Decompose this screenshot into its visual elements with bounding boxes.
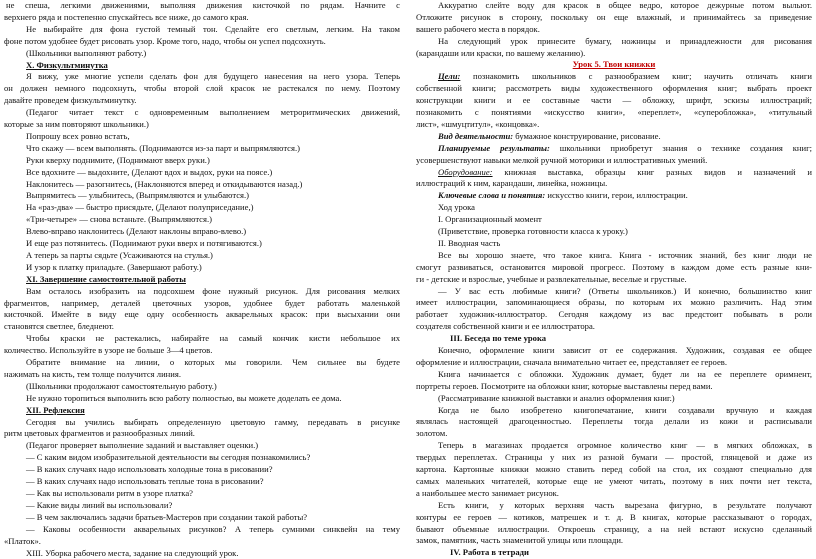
text-line: И узор к платку приладьте. (Завершают работу.) (4, 262, 400, 274)
text-line (416, 167, 812, 179)
text-line: бывают объемные иллюстрации. Откроешь страницу, а на ней встают искусно сделанный (416, 524, 812, 536)
text-line: Все вы хорошо знаете, что такое книга. Книга - источник знаний, без книг люди не (416, 250, 812, 262)
text-line: Что скажу — всем выполнять. (Поднимаются из-за парт и выпрямляются.) (4, 143, 400, 155)
text-line: смогут развиваться, остановится мировой прогресс. Поэтому в каждом доме есть разные кни- (416, 262, 812, 274)
text-line: кисточкой. Имейте в виду еще одну особенность акварельных красок: при высыхании они (4, 309, 400, 321)
text-line: — В каких случаях надо использовать холодные тона в рисовании? (4, 464, 400, 476)
text-line: Попрошу всех ровно встать, (4, 131, 400, 143)
right-column (416, 0, 812, 546)
text-line: становятся светлее, бледнеют. (4, 321, 400, 333)
lead-term: Планируемые результаты: (438, 143, 550, 153)
text-line: контуры ее героев — котиков, матрешек и т. д. В книгах, которые рассказывают о городах, (416, 512, 812, 524)
text-line: (карандаши или краски, по вашему желанию). (416, 48, 812, 60)
text-line: Все вдохните — выдохните, (Делают вдох и выдох, руки на поясе.) (4, 167, 400, 179)
text-line: II. Вводная часть (416, 238, 812, 250)
lead-term: Оборудование: (438, 167, 493, 177)
text-line: На «раз-два» — быстро присядьте, (Делают полуприседание,) (4, 202, 400, 214)
text-line (416, 71, 812, 83)
line-text: школьники приобретут знания о технике создания книг; (550, 143, 812, 153)
text-line: XIII. Уборка рабочего места, задание на следующий урок. (4, 548, 400, 559)
text-line: работает художник-иллюстратор. Сегодня каждому из вас предстоит побывать в роли (416, 309, 812, 321)
text-line: — С каким видом изобразительной деятельности вы сегодня познакомились? (4, 452, 400, 464)
text-line: самых маленьких читателей, которые еще не умеют читать, поэтому в них почти нет текста, (416, 476, 812, 488)
text-line: создателя собственной книги и ее иллюстратора. (416, 321, 812, 333)
text-line: ги - детские и взрослые, учебные и развлекательные, веселые и грустные. (416, 274, 812, 286)
text-line: не спеша, легкими движениями, выполняя движения кисточкой по рядам. Начните с (4, 0, 400, 12)
text-line: «Платок». (4, 536, 400, 548)
text-line: (Рассматривание книжной выставки и анализ оформления книг.) (416, 393, 812, 405)
text-line: (Педагог читает текст с одновременным выполнением метроритмических движений, (4, 107, 400, 119)
text-line: III. Беседа по теме урока (416, 333, 812, 345)
text-line (416, 131, 812, 143)
text-line: Сегодня вы учились выбирать определенную цветовую гамму, передавать в рисунке (4, 417, 400, 429)
text-line: XI. Завершение самостоятельной работы (4, 274, 400, 286)
text-line: I. Организационный момент (416, 214, 812, 226)
text-line: собственной книги; рассмотреть виды художественного оформления книг; выбрать проект (416, 83, 812, 95)
text-line (416, 190, 812, 202)
line-text: бумажное конструирование, рисование. (513, 131, 660, 141)
text-line: иллюстраций к ним, карандаши, линейка, ножницы. (416, 178, 812, 190)
text-line: Вам осталось изобразить на подсохшем фоне нужный рисунок. Для рисования мелких (4, 286, 400, 298)
text-line: X. Физкультминутка (4, 60, 400, 72)
text-line: — В каких случаях надо использовать теплые тона в рисовании? (4, 476, 400, 488)
lead-term: Ключевые слова и понятия: (438, 190, 545, 200)
text-line: замок, памятник, часть знаменитой улицы или площади. (416, 535, 812, 547)
text-line: — Каковы особенности акварельных рисунков? А теперь сумними синквейн на тему (4, 524, 400, 536)
text-line: картона. Картонные книжки можно ставить перед собой на стол, их создают специально для (416, 464, 812, 476)
text-line: — У вас есть любимые книги? (Ответы школьников.) И конечно, большинство книг (416, 286, 812, 298)
line-text: искусство книги, герои, иллюстрации. (545, 190, 688, 200)
left-column (4, 0, 400, 546)
text-line: а наибольшее место занимает рисунок. (416, 488, 812, 500)
text-line: «Три-четыре» — снова встаньте. (Выпрямляются.) (4, 214, 400, 226)
text-line: познакомить с понятиями «искусство книги», «переплет», «суперобложка», «титульный (416, 107, 812, 119)
text-line: нажимать на кисть, тем толще получится линия. (4, 369, 400, 381)
text-line: фрагментов, например, деталей цветочных узоров, удобнее будет работать маленькой (4, 298, 400, 310)
text-line: (Педагог проверяет выполнение заданий и выставляет оценки.) (4, 440, 400, 452)
text-line: (Школьники продолжают самостоятельную работу.) (4, 381, 400, 393)
text-line: Я вижу, уже многие успели сделать фон для будущего нанесения на него узора. Теперь (4, 71, 400, 83)
text-line: — Как вы использовали ритм в узоре платка? (4, 488, 400, 500)
line-text: познакомить школьников с разнообразием книг; научить отличать книги (460, 71, 812, 81)
text-line: лист», «шмуцтитул», «концовка». (416, 119, 812, 131)
text-line: золотом. (416, 428, 812, 440)
text-line: оформление и иллюстрации, сначала внимательно читает ее, представляет ее героев. (416, 357, 812, 369)
text-line (416, 143, 812, 155)
text-line: он должен немного подсохнуть, чтобы второй слой красок не растекался по нему. Поэтому (4, 83, 400, 95)
text-line: Книга начинается с обложки. Художник думает, будет ли на ее переплете оримнент, (416, 369, 812, 381)
line-text: книжная выставка, образцы книг разных видов и назначений и (493, 167, 812, 177)
text-line: Теперь в магазинах продается огромное количество книг — в мягких обложках, в (416, 440, 812, 452)
lead-term: Цели: (438, 71, 460, 81)
text-line: твердых переплетах. Страницы у них из разной бумаги — простой, глянцевой и даже из (416, 452, 812, 464)
text-line: фоне потом удобнее будет рисовать узор. Кроме того, надо, чтобы он успел подсохнуть. (4, 36, 400, 48)
text-line: И еще раз потянитесь. (Поднимают руки вверх и потягиваются.) (4, 238, 400, 250)
text-line: Наклонитесь — разогнитесь, (Наклоняются вперед и откидываются назад.) (4, 179, 400, 191)
text-line: ритм цветовых фрагментов и разнообразных линий. (4, 428, 400, 440)
text-line: вашего рабочего места в порядок. (416, 24, 812, 36)
text-line: имеет иллюстрации, запоминающиеся образы, по которым их можно различить. Над этим (416, 297, 812, 309)
text-line: Урок 5. Твои книжки (416, 59, 812, 71)
text-line: Не выбирайте для фона густой темный тон. Сделайте его светлым, легким. На таком (4, 24, 400, 36)
text-line: усовершенствуют навыки мелкой ручной моторики и иллюстративных умений. (416, 155, 812, 167)
text-line: портреты героев. Посмотрите на обложки книг, которые выставлены перед вами. (416, 381, 812, 393)
text-line: Есть книги, у которых верхняя часть вырезана фигурно, в результате получают (416, 500, 812, 512)
text-line: Чтобы краски не растекались, набирайте на самый кончик кисти небольшое их (4, 333, 400, 345)
text-line: Аккуратно слейте воду для красок в общее ведро, которое дежурные потом выльют. (416, 0, 812, 12)
text-line: Конечно, оформление книги зависит от ее содержания. Художник, создавая ее общее (416, 345, 812, 357)
lead-term: Вид деятельности: (438, 131, 513, 141)
text-line: А теперь за парты сядьте (Усаживаются на стулья.) (4, 250, 400, 262)
text-line: Когда не было изобретено книгопечатание, книги создавали вручную и каждая (416, 405, 812, 417)
text-line: верхнего ряда и постепенно спускайтесь все ниже, до самого края. (4, 12, 400, 24)
text-line: Ход урока (416, 202, 812, 214)
text-line: являлась настоящей драгоценностью. Переплеты тогда делали из кожи и расписывали (416, 416, 812, 428)
text-line: Руки кверху поднимите, (Поднимают вверх руки.) (4, 155, 400, 167)
text-line: (Школьники выполняют работу.) (4, 48, 400, 60)
text-line: IV. Работа в тетради (416, 547, 812, 559)
text-line: — В чем заключались задачи братьев-Мастеров при создании такой работы? (4, 512, 400, 524)
text-line: количество. Используйте в узоре не больше 3—4 цветов. (4, 345, 400, 357)
text-line: Влево-вправо наклонитесь (Делают наклоны вправо-влево.) (4, 226, 400, 238)
text-line: — Какие виды линий вы использовали? (4, 500, 400, 512)
text-line: Не нужно торопиться выполнить всю работу полностью, вы можете доделать ее дома. (4, 393, 400, 405)
text-line: Выпрямитесь — улыбнитесь, (Выпрямляются и улыбаются.) (4, 190, 400, 202)
text-line: (Приветствие, проверка готовности класса к уроку.) (416, 226, 812, 238)
text-line: На следующий урок принесите бумагу, ножницы и принадлежности для рисования (416, 36, 812, 48)
text-line: которые за ним повторяют школьники.) (4, 119, 400, 131)
text-line: конструкции книги и ее составные части — обложку, шрифт, эскизы иллюстраций; (416, 95, 812, 107)
text-line: Отложите рисунок в сторону, поскольку он еще влажный, и принимайтесь за приведение (416, 12, 812, 24)
text-line: XII. Рефлексия (4, 405, 400, 417)
text-line: давайте проведем физкультминутку. (4, 95, 400, 107)
text-line: Обратите внимание на линии, о которых мы говорили. Чем сильнее вы будете (4, 357, 400, 369)
